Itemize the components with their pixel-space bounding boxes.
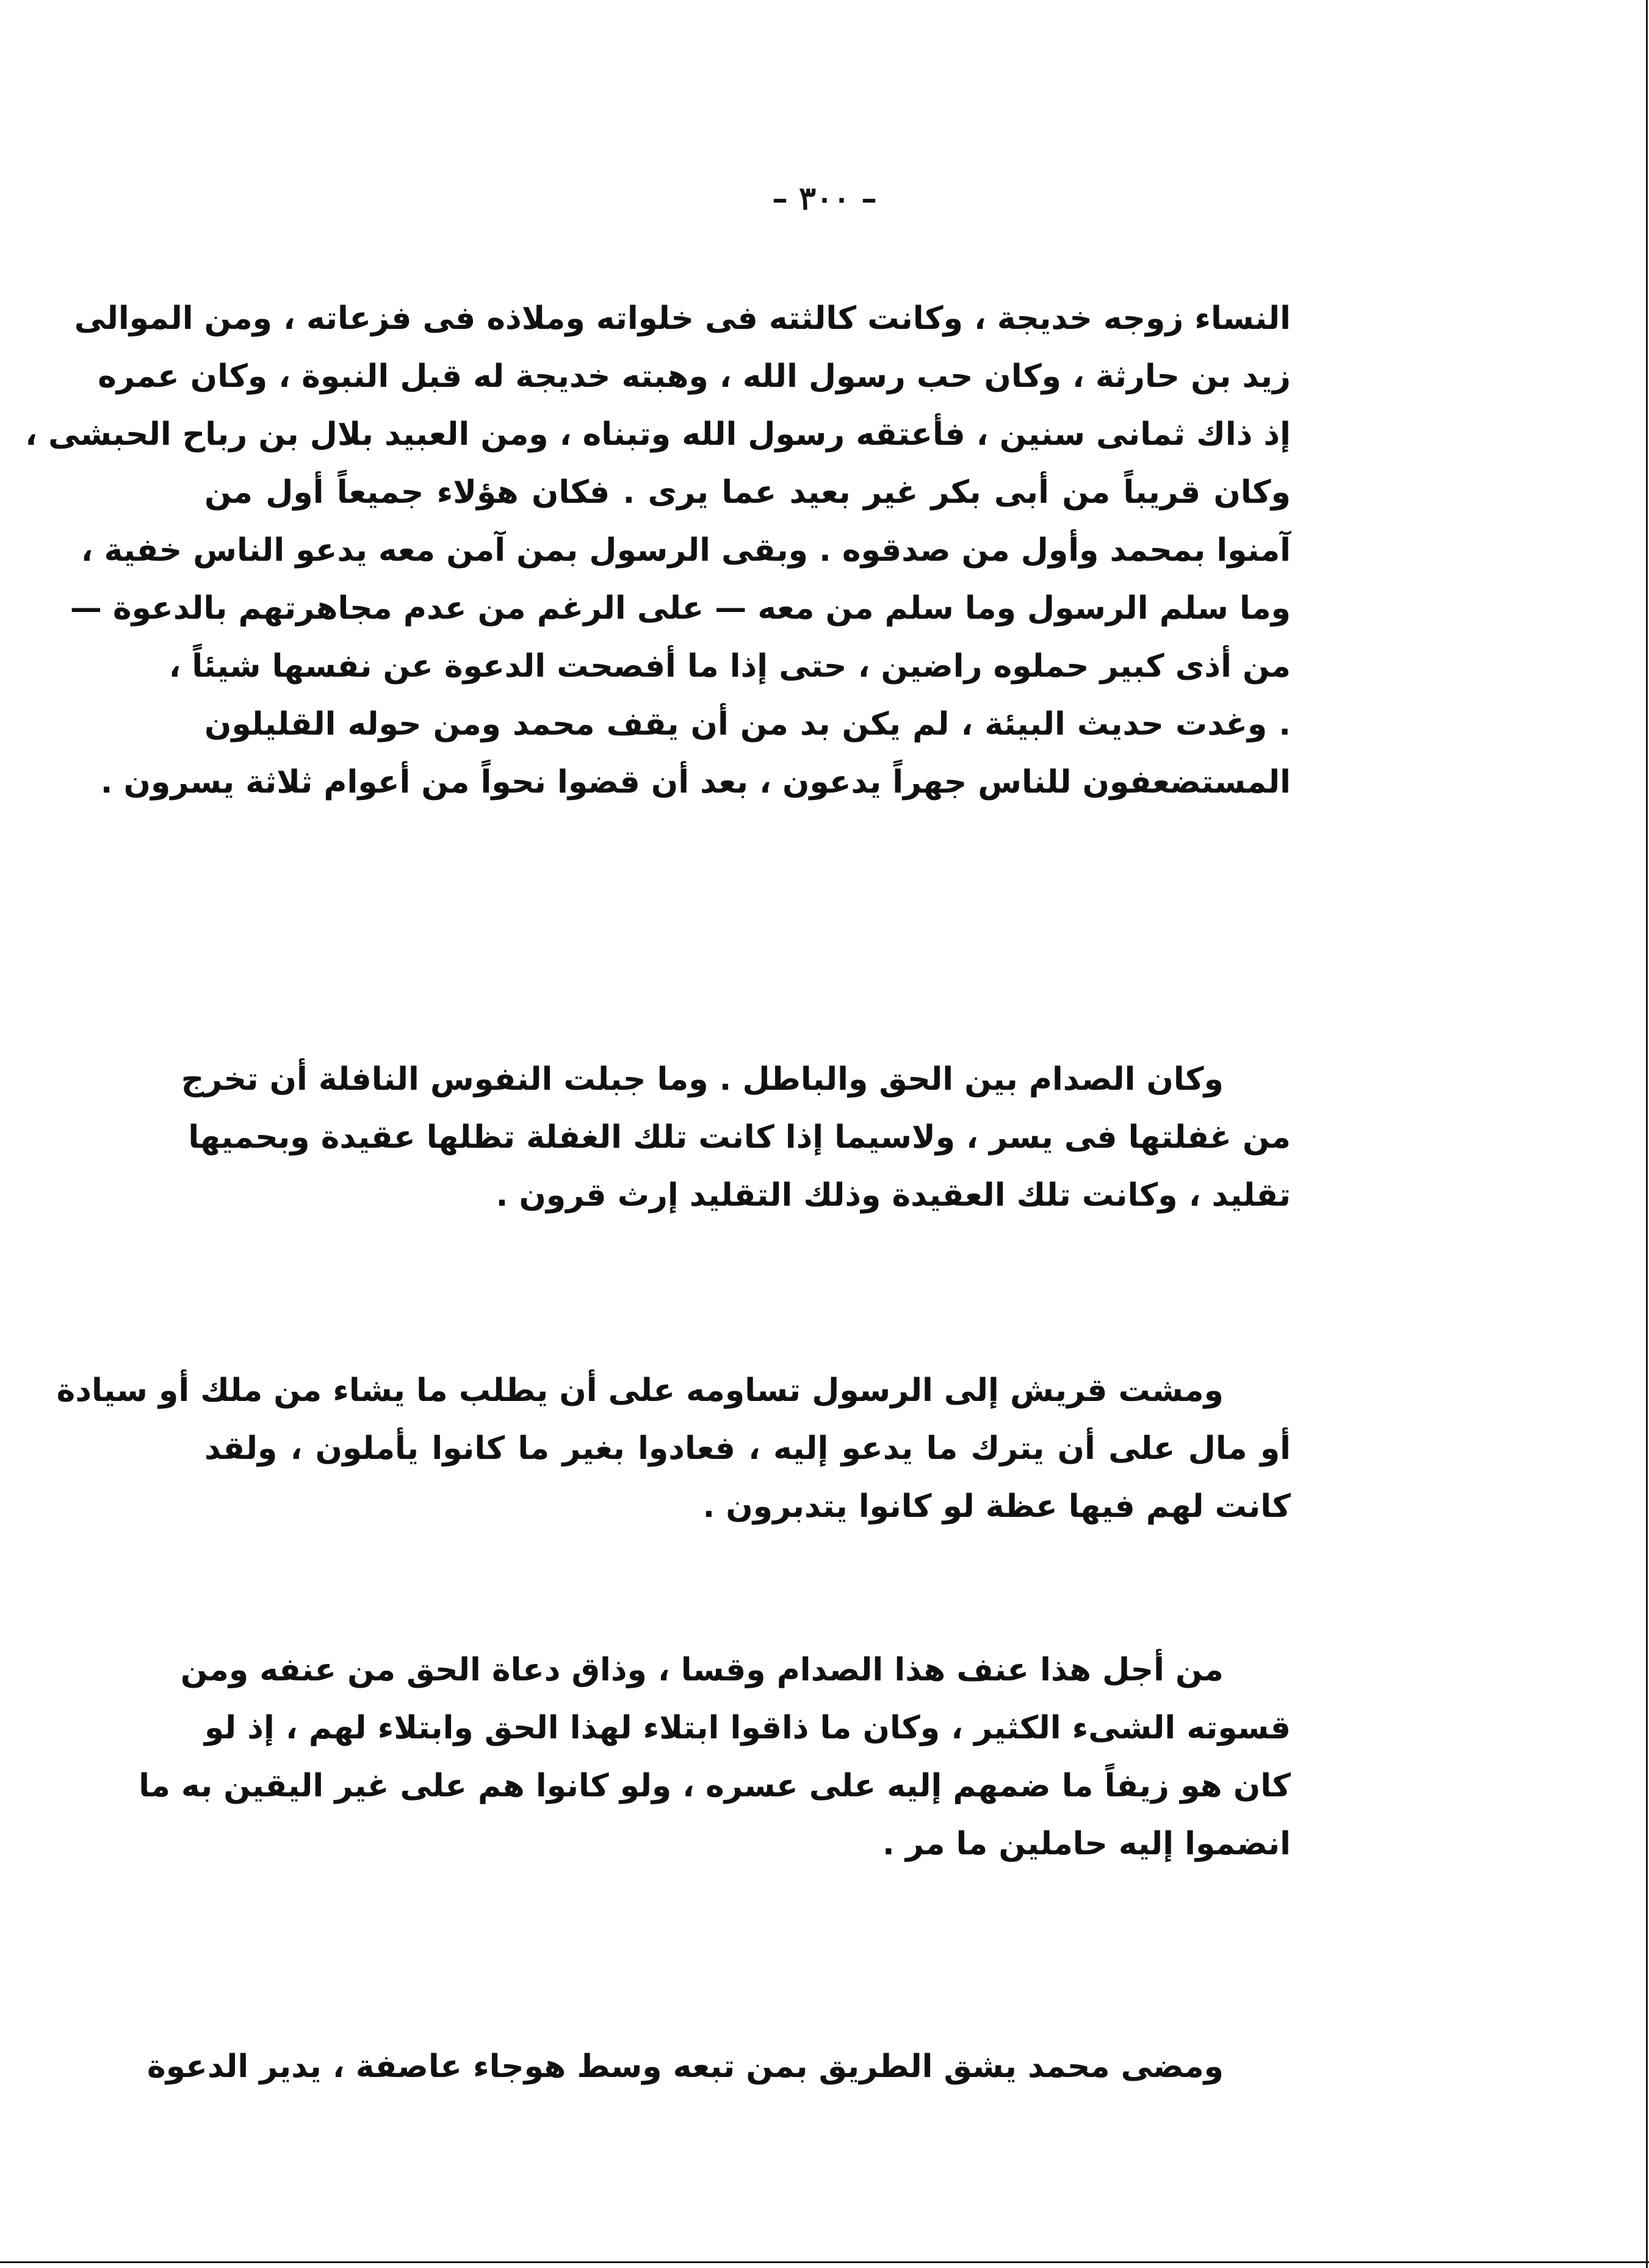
page-edge-right [1646,0,1648,2268]
text-line: تقليد ، وكانت تلك العقيدة وذلك التقليد إرث قرون . [496,1177,1291,1214]
text-line: من غفلتها فى يسر ، ولاسيما إذا كانت تلك الغفلة تظلها عقيدة وبحميها [188,1119,1291,1156]
text-line: وكان قريباً من أبى بكر غير بعيد عما يرى . فكان هؤلاء جميعاً أول من [204,474,1291,511]
text-line: من أذى كبير حملوه راضين ، حتى إذا ما أفصحت الدعوة عن نفسها شيئاً ، [168,648,1291,685]
text-line: زيد بن حارثة ، وكان حب رسول الله ، وهبته خديجة له قبل النبوة ، وكان عمره [98,358,1291,395]
text-line: آمنوا بمحمد وأول من صدقوه . وبقى الرسول بمن آمن معه يدعو الناس خفية ، [81,532,1291,569]
text-line: . وغدت حديث البيئة ، لم يكن بد من أن يقف محمد ومن حوله القليلون [204,706,1291,743]
text-line: المستضعفون للناس جهراً يدعون ، بعد أن قضوا نحواً من أعوام ثلاثة يسرون . [100,764,1291,801]
text-line: أو مال على أن يترك ما يدعو إليه ، فعادوا بغير ما كانوا يأملون ، ولقد [204,1430,1291,1467]
text-line: من أجل هذا عنف هذا الصدام وقسا ، وذاق دعاة الحق من عنفه ومن [180,1652,1224,1688]
text-line: النساء زوجه خديجة ، وكانت كالثته فى خلواته وملاذه فى فزعاته ، ومن الموالى [74,300,1291,337]
text-line: وما سلم الرسول وما سلم من معه — على الرغم من عدم مجاهرتهم بالدعوة — [70,590,1291,627]
page-number: – ٣٠٠ – [771,180,877,217]
paragraph-3 [56,1362,1291,1536]
text-line: قسوته الشىء الكثير ، وكان ما ذاقوا ابتلاء لهذا الحق وابتلاء لهم ، إذ لو [204,1710,1291,1746]
text-line: ومشت قريش إلى الرسول تساومه على أن يطلب ما يشاء من ملك أو سيادة [56,1372,1224,1409]
text-line: إذ ذاك ثمانى سنين ، فأعتقه رسول الله وتبناه ، ومن العبيد بلال بن رباح الحبشى ، [25,416,1291,453]
paragraph-5 [147,2038,1291,2096]
page-edge-bottom [0,2261,1649,2263]
paragraph-2 [181,1051,1291,1225]
text-line: ومضى محمد يشق الطريق بمن تبعه وسط هوجاء عاصفة ، يدير الدعوة [147,2048,1224,2085]
paragraph-1 [25,290,1291,812]
text-line: كان هو زيفاً ما ضمهم إليه على عسره ، ولو كانوا هم على غير اليقين به ما [139,1768,1291,1804]
text-line: انضموا إليه حاملين ما مر . [882,1826,1291,1862]
text-line: كانت لهم فيها عظة لو كانوا يتدبرون . [702,1488,1291,1525]
text-line: وكان الصدام بين الحق والباطل . وما جبلت النفوس النافلة أن تخرج [181,1061,1224,1098]
paragraph-4 [139,1641,1291,1873]
